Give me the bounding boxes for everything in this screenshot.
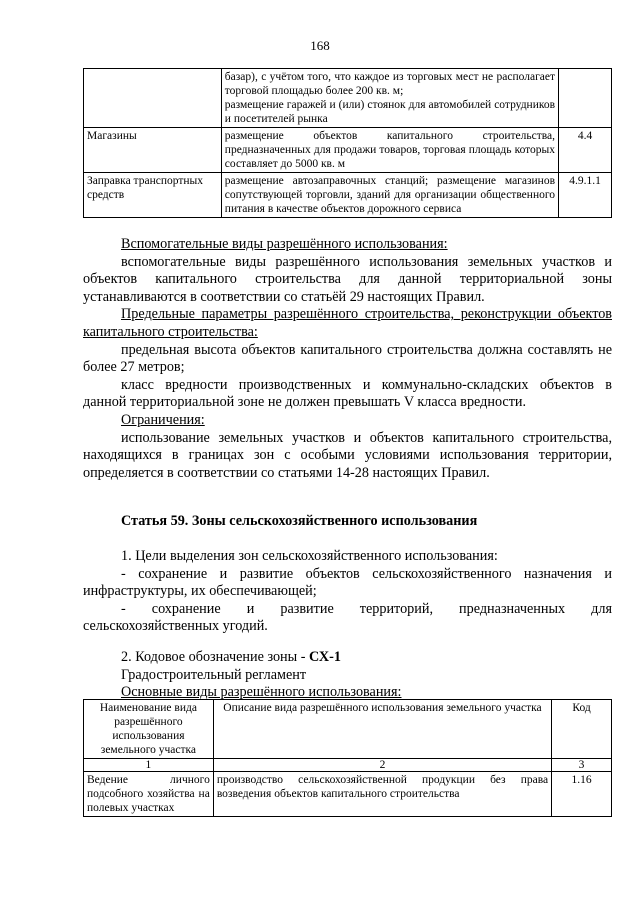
limits-heading: Ограничения: bbox=[121, 411, 205, 428]
aux-uses-text: вспомогательные виды разрешённого использования земельных участков и объектов капитального строительства для данной территориальной зоны устанавливаются в соответствии со статьёй 29 настоящих Правил. bbox=[83, 253, 612, 305]
use-code-cell bbox=[559, 69, 612, 128]
use-code-cell: 4.4 bbox=[559, 128, 612, 173]
table-number-row: 1 2 3 bbox=[84, 759, 612, 772]
goal-item: - сохранение и развитие объектов сельскохозяйственного назначения и инфраструктуры, их обеспечивающей; bbox=[83, 565, 612, 600]
header-code: Код bbox=[552, 700, 612, 759]
use-description-cell: производство сельскохозяйственной продукции без права возведения объектов капитального строительства bbox=[213, 772, 551, 817]
table-row bbox=[84, 772, 612, 817]
table-header-row bbox=[84, 700, 612, 759]
use-name-cell bbox=[84, 69, 222, 128]
goal-item: - сохранение и развитие территорий, предназначенных для сельскохозяйственных угодий. bbox=[83, 600, 612, 635]
params-heading: Предельные параметры разрешённого строительства, реконструкции объектов капитального строительства: bbox=[83, 306, 612, 340]
use-name-cell: Ведение личного подсобного хозяйства на полевых участках bbox=[84, 772, 214, 817]
use-name-cell: Заправка транспортных средств bbox=[84, 173, 222, 218]
table-row bbox=[84, 173, 612, 218]
article-title: Статья 59. Зоны сельскохозяйственного использования bbox=[121, 513, 478, 529]
params-text-hazard: класс вредности производственных и коммунально-складских объектов в данной территориальной зоне не должен превышать V класса вредности. bbox=[83, 376, 612, 411]
table-row bbox=[84, 128, 612, 173]
zone-code-line: 2. Кодовое обозначение зоны - СХ-1 bbox=[121, 649, 341, 665]
table-row bbox=[84, 69, 612, 128]
use-code-cell: 1.16 bbox=[552, 772, 612, 817]
use-description-cell: размещение объектов капитального строительства, предназначенных для продажи товаров, торговая площадь которых составляет до 5000 кв. м bbox=[221, 128, 558, 173]
page-number: 168 bbox=[310, 38, 330, 53]
use-name-cell: Магазины bbox=[84, 128, 222, 173]
regulation-title: Градостроительный регламент bbox=[121, 666, 307, 683]
header-description: Описание вида разрешённого использования земельного участка bbox=[213, 700, 551, 759]
permitted-uses-table-continued bbox=[83, 68, 612, 218]
goals-heading: 1. Цели выделения зон сельскохозяйственного использования: bbox=[121, 548, 498, 564]
zone-code: СХ-1 bbox=[309, 649, 341, 665]
aux-uses-heading: Вспомогательные виды разрешённого использования: bbox=[121, 236, 448, 252]
main-uses-heading: Основные виды разрешённого использования: bbox=[121, 684, 402, 701]
limits-text: использование земельных участков и объектов капитального строительства, находящихся в границах зон с особыми условиями использования территории, определяется в соответствии со статьями 14-28 настоящих Правил. bbox=[83, 429, 612, 481]
use-code-cell: 4.9.1.1 bbox=[559, 173, 612, 218]
header-name: Наименование вида разрешённого использования земельного участка bbox=[84, 700, 214, 759]
use-description-cell: размещение автозаправочных станций; размещение магазинов сопутствующей торговли, зданий для организации общественного питания в качестве объектов дорожного сервиса bbox=[221, 173, 558, 218]
params-text-height: предельная высота объектов капитального строительства должна составлять не более 27 метров; bbox=[83, 341, 612, 376]
use-description-cell: базар), с учётом того, что каждое из торговых мест не располагает торговой площадью более 200 кв. м; размещение гаражей и (или) стоянок для автомобилей сотрудников и посетителей рынка bbox=[221, 69, 558, 128]
main-uses-table bbox=[83, 699, 612, 817]
